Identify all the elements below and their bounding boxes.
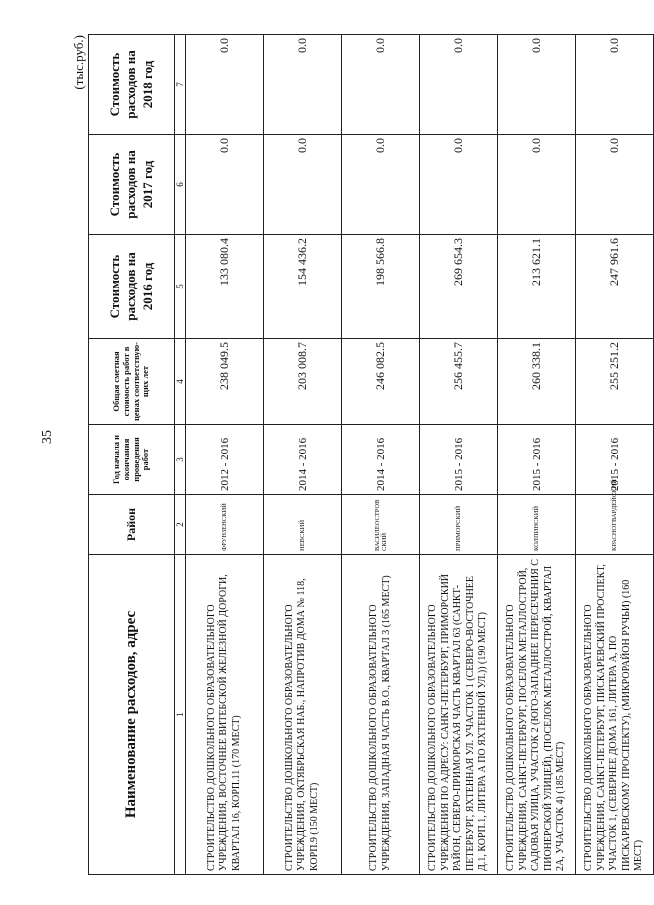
column-number: 3: [175, 425, 186, 495]
row-2018: 0.0: [342, 35, 420, 135]
row-period: 2015 - 2016: [420, 425, 498, 495]
row-2017: 0.0: [576, 135, 654, 235]
header-2016: Стоимость расходов на 2016 год: [89, 235, 175, 339]
row-period: 2015 - 2016: [576, 425, 654, 495]
units-label: (тыс.руб.): [71, 35, 86, 90]
row-2017: 0.0: [420, 135, 498, 235]
header-2017: Стоимость расходов на 2017 год: [89, 135, 175, 235]
row-2018: 0.0: [498, 35, 576, 135]
row-2016: 133 080.4: [186, 235, 264, 339]
row-period: 2014 - 2016: [342, 425, 420, 495]
header-name: Наименование расходов, адрес: [89, 555, 175, 875]
table-row: [420, 35, 498, 875]
row-total: 238 049.5: [186, 339, 264, 425]
table-row: [342, 35, 420, 875]
row-2017: 0.0: [498, 135, 576, 235]
row-total: 256 455.7: [420, 339, 498, 425]
row-district: ПРИМОРСКИЙ: [420, 495, 498, 555]
row-name: СТРОИТЕЛЬСТВО ДОШКОЛЬНОГО ОБРАЗОВАТЕЛЬНОГО УЧРЕЖДЕНИЯ, ВОСТОЧНЕЕ ВИТЕБСКОЙ ЖЕЛЕЗНОЙ ДОРОГИ, КВАРТАЛ 16, КОРП.11 (170 МЕСТ): [186, 555, 264, 875]
row-district: ВАСИЛЕОСТРОВ СКИЙ: [342, 495, 420, 555]
row-period: 2015 - 2016: [498, 425, 576, 495]
row-name: СТРОИТЕЛЬСТВО ДОШКОЛЬНОГО ОБРАЗОВАТЕЛЬНОГО УЧРЕЖДЕНИЯ, ОКТЯБРЬСКАЯ НАБ., НАПРОТИВ ДОМА № 118, КОРП.9 (150 МЕСТ): [264, 555, 342, 875]
row-2018: 0.0: [576, 35, 654, 135]
row-name: СТРОИТЕЛЬСТВО ДОШКОЛЬНОГО ОБРАЗОВАТЕЛЬНОГО УЧРЕЖДЕНИЯ, ЗАПАДНАЯ ЧАСТЬ В.О., КВАРТАЛ 3 (165 МЕСТ): [342, 555, 420, 875]
row-2017: 0.0: [264, 135, 342, 235]
header-2018: Стоимость расходов на 2018 год: [89, 35, 175, 135]
row-district: НЕВСКИЙ: [264, 495, 342, 555]
budget-table-page: [71, 35, 645, 875]
row-total: 203 008.7: [264, 339, 342, 425]
header-period: Год начала и окончания проведения работ: [89, 425, 175, 495]
table-row: [264, 35, 342, 875]
column-number: 2: [175, 495, 186, 555]
table-row: [576, 35, 654, 875]
row-2018: 0.0: [264, 35, 342, 135]
row-2016: 213 621.1: [498, 235, 576, 339]
column-number: 7: [175, 35, 186, 135]
row-2016: 198 566.8: [342, 235, 420, 339]
row-2016: 269 654.3: [420, 235, 498, 339]
row-2017: 0.0: [186, 135, 264, 235]
row-district: КОЛПИНСКИЙ: [498, 495, 576, 555]
row-total: 255 251.2: [576, 339, 654, 425]
row-period: 2014 - 2016: [264, 425, 342, 495]
table-row: [498, 35, 576, 875]
row-total: 260 338.1: [498, 339, 576, 425]
row-name: СТРОИТЕЛЬСТВО ДОШКОЛЬНОГО ОБРАЗОВАТЕЛЬНОГО УЧРЕЖДЕНИЯ ПО АДРЕСУ: САНКТ-ПЕТЕРБУРГ, ПРИМОРСКИЙ РАЙОН, СЕВЕРО-ПРИМОРСКАЯ ЧАСТЬ КВАРТАЛ 63 (САНКТ-ПЕТЕРБУРГ, ЯХТЕННАЯ УЛ. УЧАСТОК 1 (СЕВЕРО-ВОСТОЧНЕЕ Д.1, КОРП.1, ЛИТЕРА А ПО ЯХТЕННОЙ УЛ.)) (190 МЕСТ): [420, 555, 498, 875]
column-number: 1: [175, 555, 186, 875]
row-district: КРАСНОГВАРДЕЙСКИЙ: [576, 495, 654, 555]
row-2018: 0.0: [420, 35, 498, 135]
table-row: [186, 35, 264, 875]
column-numbers-row: [175, 35, 186, 875]
row-name: СТРОИТЕЛЬСТВО ДОШКОЛЬНОГО ОБРАЗОВАТЕЛЬНОГО УЧРЕЖДЕНИЯ, САНКТ-ПЕТЕРБУРГ, ПОСЕЛОК МЕТАЛЛОСТРОЙ, САДОВАЯ УЛИЦА, УЧАСТОК 2 (ЮГО-ЗАПАДНЕЕ ПЕРЕСЕЧЕНИЯ С ПИОНЕРСКОЙ УЛИЦЕЙ), (ПОСЕЛОК МЕТАЛЛОСТРОЙ, КВАРТАЛ 2А, УЧАСТОК 4) (185 МЕСТ): [498, 555, 576, 875]
row-2017: 0.0: [342, 135, 420, 235]
row-2018: 0.0: [186, 35, 264, 135]
column-number: 6: [175, 135, 186, 235]
row-district: ФРУНЗЕНСКИЙ: [186, 495, 264, 555]
row-2016: 247 961.6: [576, 235, 654, 339]
column-number: 4: [175, 339, 186, 425]
page-number: 35: [40, 430, 55, 444]
row-2016: 154 436.2: [264, 235, 342, 339]
header-total: Общая сметная стоимость работ в ценах соответствую-щих лет: [89, 339, 175, 425]
header-district: Район: [89, 495, 175, 555]
row-total: 246 082.5: [342, 339, 420, 425]
row-period: 2012 - 2016: [186, 425, 264, 495]
column-number: 5: [175, 235, 186, 339]
row-name: СТРОИТЕЛЬСТВО ДОШКОЛЬНОГО ОБРАЗОВАТЕЛЬНОГО УЧРЕЖДЕНИЯ, САНКТ-ПЕТЕРБУРГ, ПИСКАРЕВСКИЙ ПРОСПЕКТ, УЧАСТОК 1, (СЕВЕРНЕЕ ДОМА 161, ЛИТЕРА А, ПО ПИСКАРЕВСКОМУ ПРОСПЕКТУ), (МИКРОРАЙОН РУЧЬИ) (160 МЕСТ): [576, 555, 654, 875]
budget-table: [88, 34, 654, 875]
